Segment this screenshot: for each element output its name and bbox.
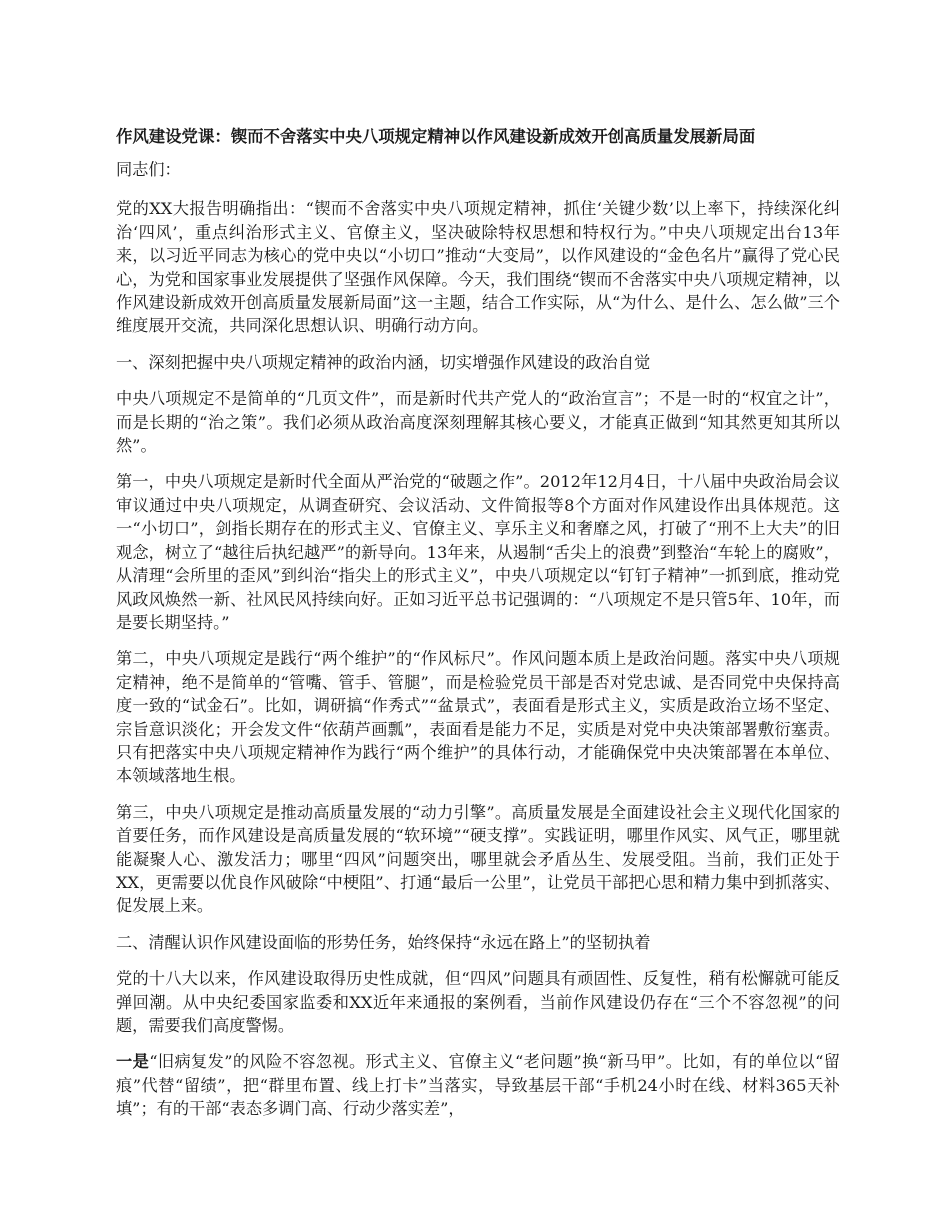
item-1-paragraph	[116, 1050, 840, 1120]
point-3-paragraph: 第三，中央八项规定是推动高质量发展的“动力引擎”。高质量发展是全面建设社会主义现代化国家的首要任务，而作风建设是高质量发展的“软环境”“硬支撑”。实践证明，哪里作风实、风气正，哪里就能凝聚人心、激发活力；哪里“四风”问题突出，哪里就会矛盾丛生、发展受阻。当前，我们正处于XX，更需要以优良作风破除“中梗阻”、打通“最后一公里”，让党员干部把心思和精力集中到抓落实、促发展上来。	[116, 802, 840, 916]
intro-paragraph: 党的XX大报告明确指出：“锲而不舍落实中央八项规定精神，抓住‘关键少数’以上率下，持续深化纠治‘四风’，重点纠治形式主义、官僚主义，坚决破除特权思想和特权行为。”中央八项规定出台13年来，以习近平同志为核心的党中央以“小切口”推动“大变局”，以作风建设的“金色名片”赢得了党心民心，为党和国家事业发展提供了坚强作风保障。今天，我们围绕“锲而不舍落实中央八项规定精神，以作风建设新成效开创高质量发展新局面”这一主题，结合工作实际，从“为什么、是什么、怎么做”三个维度展开交流，共同深化思想认识、明确行动方向。	[116, 199, 840, 336]
section-1-heading: 一、深刻把握中央八项规定精神的政治内涵，切实增强作风建设的政治自觉	[116, 352, 651, 372]
item-1-text: “旧病复发”的风险不容忽视。形式主义、官僚主义“老问题”换“新马甲”。比如，有的单位以“留痕”代替“留绩”，把“群里布置、线上打卡”当落实，导致基层干部“手机24小时在线、材料365天补填”；有的干部“表态多调门高、行动少落实差”，	[116, 1052, 840, 1119]
section-1-intro-paragraph: 中央八项规定不是简单的“几页文件”，而是新时代共产党人的“政治宣言”；不是一时的“权宜之计”，而是长期的“治之策”。我们必须从政治高度深刻理解其核心要义，才能真正做到“知其然更知其所以然”。	[116, 389, 840, 456]
salutation: 同志们：	[116, 160, 181, 179]
item-1-lead: 一是	[116, 1052, 150, 1072]
point-2-paragraph: 第二，中央八项规定是践行“两个维护”的“作风标尺”。作风问题本质上是政治问题。落实中央八项规定精神，绝不是简单的“管嘴、管手、管腿”，而是检验党员干部是否对党忠诚、是否同党中央保持高度一致的“试金石”。比如，调研搞“作秀式”“盆景式”，表面看是形式主义，实质是政治立场不坚定、宗旨意识淡化；开会发文件“依葫芦画瓢”，表面看是能力不足，实质是对党中央决策部署敷衍塞责。只有把落实中央八项规定精神作为践行“两个维护”的具体行动，才能确保党中央决策部署在本单位、本领域落地生根。	[116, 649, 840, 786]
document-page	[116, 124, 840, 1134]
point-1-paragraph: 第一，中央八项规定是新时代全面从严治党的“破题之作”。2012年12月4日，十八届中央政治局会议审议通过中央八项规定，从调查研究、会议活动、文件简报等8个方面对作风建设作出具体规范。这一“小切口”，剑指长期存在的形式主义、官僚主义、享乐主义和奢靡之风，打破了“刑不上大夫”的旧观念，树立了“越往后执纪越严”的新导向。13年来，从遏制“舌尖上的浪费”到整治“车轮上的腐败”，从清理“会所里的歪风”到纠治“指尖上的形式主义”，中央八项规定以“钉钉子精神”一抓到底，推动党风政风焕然一新、社风民风持续向好。正如习近平总书记强调的：“八项规定不是只管5年、10年，而是要长期坚持。”	[116, 472, 840, 632]
section-2-intro-paragraph: 党的十八大以来，作风建设取得历史性成就，但“四风”问题具有顽固性、反复性，稍有松懈就可能反弹回潮。从中央纪委国家监委和XX近年来通报的案例看，当前作风建设仍存在“三个不容忽视”的问题，需要我们高度警惕。	[116, 969, 840, 1035]
section-2-heading: 二、清醒认识作风建设面临的形势任务，始终保持“永远在路上”的坚韧执着	[116, 932, 651, 952]
document-title: 作风建设党课：锲而不舍落实中央八项规定精神以作风建设新成效开创高质量发展新局面	[116, 127, 756, 146]
